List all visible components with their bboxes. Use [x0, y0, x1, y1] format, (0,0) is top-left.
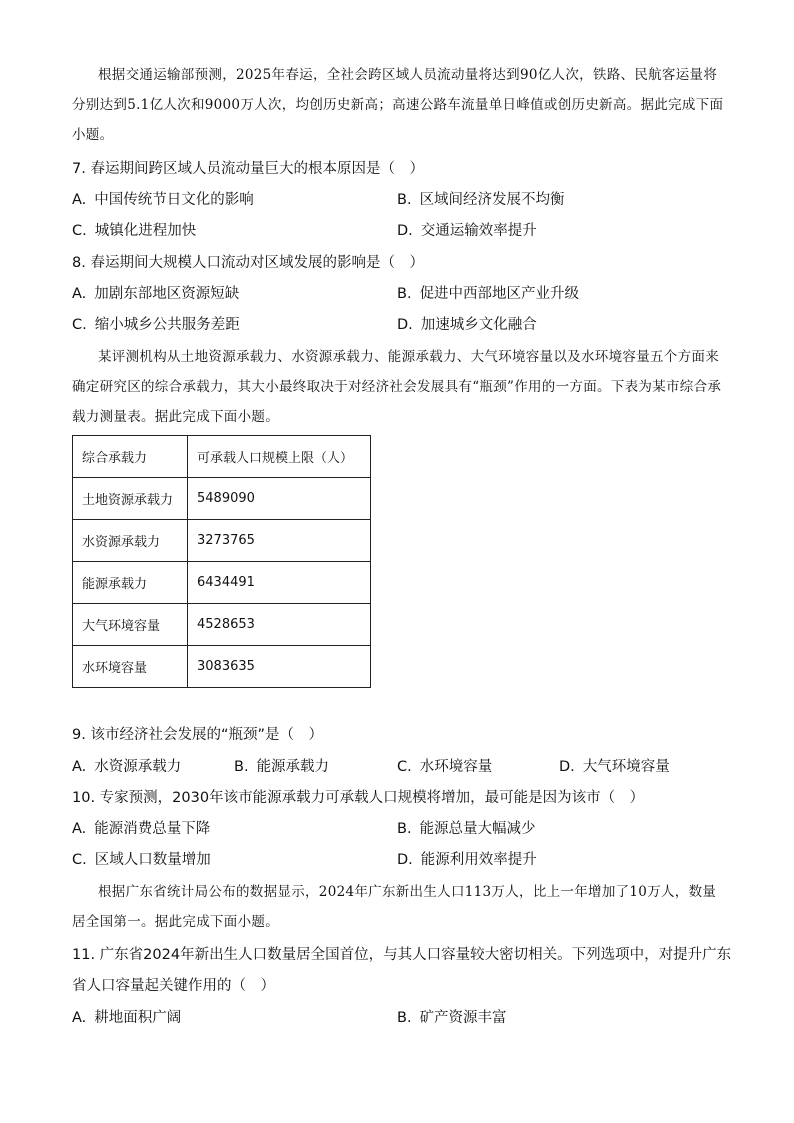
question-9-stem: 9. 该市经济社会发展的“瓶颈”是（ ）: [72, 727, 323, 743]
passage-text: 某评测机构从土地资源承载力、水资源承载力、能源承载力、大气环境容量以及水环境容量五个方面来确定研究区的综合承载力，其大小最终取决于对经济社会发展具有“瓶颈”作用的一方面。下表为某市综合承载力测量表。据此完成下面小题。: [72, 349, 722, 425]
table-cell-name: 土地资源承载力: [73, 478, 188, 520]
q8-option-b[interactable]: B. 促进中西部地区产业升级: [397, 286, 580, 302]
carrying-capacity-table: [72, 435, 371, 688]
q9-option-d[interactable]: D. 大气环境容量: [559, 759, 670, 775]
q8-option-c[interactable]: C. 缩小城乡公共服务差距: [72, 317, 240, 333]
q10-option-d[interactable]: D. 能源利用效率提升: [397, 852, 537, 868]
table-row: [73, 520, 371, 562]
passage-carrying-capacity: [72, 342, 724, 432]
passage-text: 根据广东省统计局公布的数据显示，2024年广东新出生人口113万人，比上一年增加了10万人，数量居全国第一。据此完成下面小题。: [72, 884, 717, 930]
q7-option-a[interactable]: A. 中国传统节日文化的影响: [72, 192, 254, 208]
q9-option-c[interactable]: C. 水环境容量: [397, 759, 493, 775]
q9-option-a[interactable]: A. 水资源承载力: [72, 759, 182, 775]
q7-option-d[interactable]: D. 交通运输效率提升: [397, 223, 537, 239]
table-cell-value: 6434491: [188, 562, 371, 604]
q10-option-b[interactable]: B. 能源总量大幅减少: [397, 821, 536, 837]
question-10-stem: 10. 专家预测，2030年该市能源承载力可承载人口规模将增加，最可能是因为该市（ ）: [72, 790, 645, 806]
table-cell-name: 水资源承载力: [73, 520, 188, 562]
table-row: [73, 478, 371, 520]
table-row: [73, 604, 371, 646]
q10-option-a[interactable]: A. 能源消费总量下降: [72, 821, 211, 837]
passage-guangdong-births: [72, 877, 724, 937]
table-cell-value: 5489090: [188, 478, 371, 520]
table-row: [73, 562, 371, 604]
q7-option-b[interactable]: B. 区域间经济发展不均衡: [397, 192, 565, 208]
q11-option-b[interactable]: B. 矿产资源丰富: [397, 1010, 507, 1026]
table-cell-name: 能源承载力: [73, 562, 188, 604]
q8-option-d[interactable]: D. 加速城乡文化融合: [397, 317, 537, 333]
q10-option-c[interactable]: C. 区域人口数量增加: [72, 852, 211, 868]
table-header-cell: 综合承载力: [73, 436, 188, 478]
table-cell-value: 3083635: [188, 646, 371, 688]
passage-spring-festival: [72, 60, 724, 150]
question-8-stem: 8. 春运期间大规模人口流动对区域发展的影响是（ ）: [72, 255, 424, 271]
table-header-row: [73, 436, 371, 478]
table-cell-value: 4528653: [188, 604, 371, 646]
table-row: [73, 646, 371, 688]
table-cell-name: 水环境容量: [73, 646, 188, 688]
table-header-cell: 可承载人口规模上限（人）: [188, 436, 371, 478]
passage-text: 根据交通运输部预测，2025年春运，全社会跨区域人员流动量将达到90亿人次，铁路、民航客运量将分别达到5.1亿人次和9000万人次，均创历史新高；高速公路车流量单日峰值或创历史新高。据此完成下面小题。: [72, 67, 724, 143]
question-11-stem: 11. 广东省2024年新出生人口数量居全国首位，与其人口容量较大密切相关。下列选项中，对提升广东省人口容量起关键作用的（ ）: [72, 947, 732, 994]
table-cell-name: 大气环境容量: [73, 604, 188, 646]
q9-option-b[interactable]: B. 能源承载力: [234, 759, 330, 775]
q7-option-c[interactable]: C. 城镇化进程加快: [72, 223, 197, 239]
q8-option-a[interactable]: A. 加剧东部地区资源短缺: [72, 286, 240, 302]
table-cell-value: 3273765: [188, 520, 371, 562]
question-7-stem: 7. 春运期间跨区域人员流动量巨大的根本原因是（ ）: [72, 161, 424, 177]
q11-option-a[interactable]: A. 耕地面积广阔: [72, 1010, 182, 1026]
